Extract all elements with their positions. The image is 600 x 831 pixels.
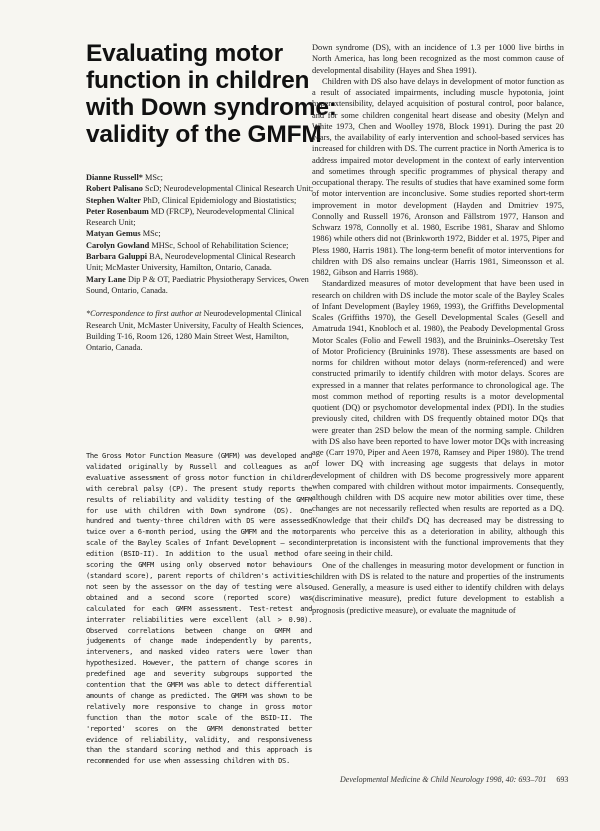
author-name: Carolyn Gowland	[86, 240, 150, 250]
article-title	[86, 40, 337, 148]
author-name: Stephen Walter	[86, 195, 141, 205]
author-affiliation: ScD; Neurodevelopmental Clinical Research Unit;	[142, 184, 314, 194]
author-entry	[86, 228, 314, 239]
author-name: Robert Palisano	[86, 184, 143, 194]
page-number: 693	[556, 775, 569, 784]
correspondence-note	[86, 308, 314, 353]
author-name: Matyan Gemus	[86, 229, 141, 239]
body-paragraph: Down syndrome (DS), with an incidence of 1.3 per 1000 live births in North America, has long been recognized as the most common cause of developmental disability (Hayes and Shea 1991).	[312, 43, 564, 75]
author-affiliation: MHSc, School of Rehabilitation Science;	[149, 240, 289, 250]
journal-citation: Developmental Medicine & Child Neurology 1998, 40: 693–701	[340, 775, 547, 784]
body-paragraph: Children with DS also have delays in development of motor function as a result of associated impairments, including muscle hypotonia, joint hyperextensibility, delayed acquisition of postural control, poor balance, and for some children congenital heart disease and obesity (Melyn and White 1973, Chen and Woolley 1978, Block 1991). During the past 20 years, the availability of early intervention and school-based services has increased for children with DS. The current practice in North America is to address impaired motor development in the context of early intervention and sometimes through specific programmes of physical therapy and occupational therapy. The results of studies that have examined some form of motor intervention are inconclusive. Some studies reported short-term improvement in motor development (Hayden and Dmitriev 1975, Connolly and Russell 1976, Aronson and Fällstrom 1977, Hanson and Schwarz 1978, Connolly et al. 1980, Escribe 1981, Sharav and Shlomo 1986) while others did not (Brinkworth 1972, Bidder et al. 1975, Piper and Pless 1980, Harris 1981). The long-term benefit of motor interventions for children with DS also remains unclear (Harris 1981, Simeonsson et al. 1982, Gibson and Harris 1988).	[312, 76, 564, 277]
abstract: The Gross Motor Function Measure (GMFM) was developed and validated originally by Russell and colleagues as an evaluative assessment of gross motor function in children with cerebral palsy (CP). The present study reports the results of reliability and validity testing of the GMFM for use with children with Down syndrome (DS). One hundred and twenty-three children with DS were assessed twice over a 6-month period, using the GMFM and the motor scale of the Bayley Scales of Infant Development – second edition (BSID-II). In addition to the usual method of scoring the GMFM using only observed motor behaviours (standard score), parent reports of children's activities not seen by the assessor on the day of testing were also obtained and a second score (reported score) was calculated for each GMFM assessment. Test-retest and interrater reliabilities were excellent (all > 0.90). Observed correlations between change on GMFM and judgements of change made independently by parents, interveners, and masked video raters were lower than hypothesized. However, the pattern of change scores in predefined age and severity subgroups supported the contention that the GMFM was able to detect differential amounts of change as predicted. The GMFM was shown to be relatively more responsive to change in gross motor function than the motor scale of the BSID-II. The 'reported' scores on the GMFM demonstrated better evidence of reliability, validity, and responsiveness than the standard scoring method and this approach is recommended for use when assessing children with DS.	[86, 451, 312, 766]
author-affiliation: Dip P & OT, Paediatric Physiotherapy Services, Owen Sound, Ontario, Canada.	[86, 274, 309, 295]
author-entry	[86, 183, 314, 194]
title-line: function in children	[86, 67, 310, 94]
title-line: Evaluating motor	[86, 40, 283, 67]
body-paragraph: Standardized measures of motor development that have been used in research on children with DS include the motor scale of the Bayley Scales of Infant Development (Bayley 1969, 1993), the Griffiths Developmental Scales (Griffiths 1970), the Gesell Developmental Scales (Gesell and Amatruda 1941, Knobloch et al. 1980), the Peabody Developmental Gross Motor Scales (Folio and Fewell 1983), and the Bruininks–Oseretsky Test of Motor Proficiency (Bruininks 1978). These assessments are based on norms for children without motor delays (norm-referenced) and were constructed primarily to identify children with motor delays. Scores are expressed in a manner that relates performance to chronological age. The most common method of reporting results is a motor developmental quotient (DQ) or psychomotor developmental index (PDI). In the studies previously cited, children with DS frequently obtained motor DQs that were greater than 2SD below the mean of the norming sample. Children with DS also have been reported to have lower motor DQs with increasing age (Carr 1970, Piper and Aeen 1978, Ramsey and Piper 1980). The trend of lower DQ with increasing age suggests that delays in motor development of children with DS become progressively more apparent when compared with children without motor impairments. Consequently, although children with DS acquire new motor abilities over time, these changes are not necessarily reflected when results are reported as a DQ. Knowledge that their child's DQ has decreased may be distressing to parents who perceive this as a deterioration in ability, although this interpretation is inconsistent with the functional improvements that they are seeing in their child.	[312, 279, 564, 559]
author-entry	[86, 195, 314, 206]
author-affiliation: PhD, Clinical Epidemiology and Biostatistics;	[140, 195, 297, 205]
correspondence-address: Neurodevelopmental Clinical Research Unit, McMaster University, Faculty of Health Sciences, Building T-16, Room 126, 1280 Main Street West, Hamilton, Ontario, Canada.	[86, 309, 304, 353]
author-list	[86, 172, 314, 296]
body-paragraph: One of the challenges in measuring motor development or function in children with DS is related to the nature and properties of the instruments used. Generally, a measure is used either to identify children with delays (discriminative measure), predict future development to establish a prognosis (predictive measure), or evaluate the magnitude of	[312, 560, 564, 615]
author-entry	[86, 172, 314, 183]
body-text-column	[312, 42, 564, 616]
author-name: Barbara Galuppi	[86, 252, 148, 262]
author-affiliation: BA, Neurodevelopmental Clinical Research Unit; McMaster University, Hamilton, Ontario, Canada.	[86, 252, 296, 273]
title-line: with Down syndrome:	[86, 94, 337, 121]
author-name: Mary Lane	[86, 274, 126, 284]
correspondence-label: *Correspondence to first author at	[86, 309, 202, 319]
author-entry	[86, 251, 314, 274]
author-affiliation: MSc;	[142, 173, 163, 182]
author-entry	[86, 206, 314, 229]
author-name: Dianne Russell*	[86, 173, 143, 182]
author-affiliation: MSc;	[140, 229, 161, 239]
left-column	[86, 40, 337, 353]
author-entry	[86, 274, 314, 297]
author-entry	[86, 240, 314, 251]
page-footer	[340, 775, 570, 784]
author-affiliation: MD (FRCP), Neurodevelopmental Clinical Research Unit;	[86, 206, 295, 228]
author-name: Peter Rosenbaum	[86, 206, 149, 216]
title-line: validity of the GMFM	[86, 121, 322, 148]
